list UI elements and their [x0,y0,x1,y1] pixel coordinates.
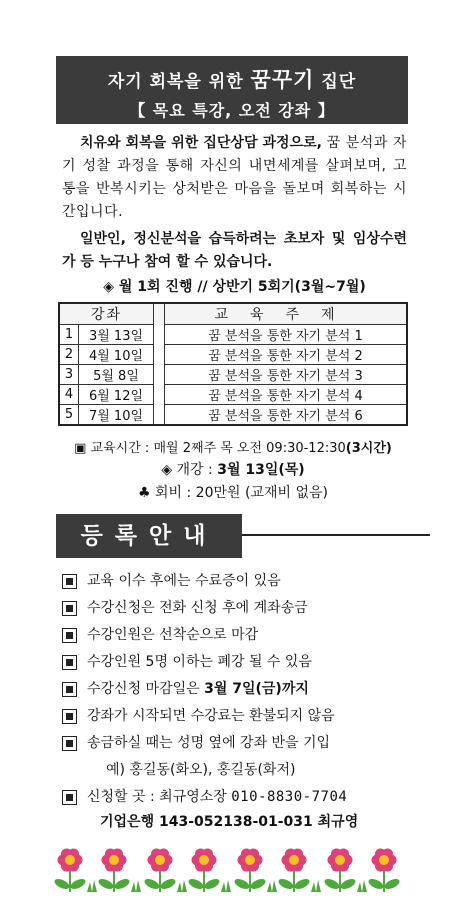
checkbox-square-icon [62,655,77,670]
open-date-value: 3월 13일(목) [217,462,305,478]
item-text: 수강인원 5명 이하는 폐강 될 수 있음 [87,654,312,670]
grass-icon [267,880,277,892]
list-item [62,732,412,759]
registration-heading: 등록안내 [56,514,242,558]
education-time-duration: (3시간) [345,441,392,456]
grass-icon [177,880,187,892]
education-time [58,437,408,456]
table-row [59,325,407,345]
grass-icon [311,880,321,892]
schedule-summary: ◈ 월 1회 진행 // 상반기 5회기(3월~7월) [103,279,366,295]
checkbox-square-icon [62,709,77,724]
title-main [56,64,408,94]
flower-icon [323,848,357,892]
apply-label: 신청할 곳 : 최규영소장 [87,789,232,805]
deadline-date: 3월 7일(금)까지 [204,681,309,697]
list-item [62,705,412,732]
list-item [62,786,412,813]
row-date: 3월 13일 [79,325,154,345]
intro-body: 꿈 분석과 자기 성찰 과정을 통해 자신의 내면세계를 살펴보며, 고통을 반복시키는 상처받은 마음을 돌보며 회복하는 시간입니다. [62,135,407,220]
row-number: 2 [59,345,79,365]
heading-divider [242,534,430,536]
title-part-2: 집단 [314,72,357,92]
fee-info: ♣ 회비 : 20만원 (교재비 없음) [138,485,328,501]
row-subject: 꿈 분석을 통한 자기 분석 3 [165,365,408,385]
flower-icon [187,848,221,892]
intro-audience: 일반인, 정신분석을 습득하려는 초보자 및 임상수련가 등 누구나 참여 할 수 있습니다. [62,231,407,270]
title-highlight: 꿈꾸기 [250,68,315,92]
list-item [62,678,412,705]
checkbox-square-icon [62,628,77,643]
row-gap [154,405,165,426]
row-number: 3 [59,365,79,385]
checkbox-square-icon [62,574,77,589]
row-number: 4 [59,385,79,405]
title-part-1: 자기 회복을 위한 [107,72,251,92]
registration-list [62,570,412,813]
grass-icon [131,880,141,892]
item-text: 송금하실 때는 성명 옆에 강좌 반을 기입 [87,735,331,751]
checkbox-square-icon [62,736,77,751]
checkbox-square-icon [62,601,77,616]
open-date-label: ◈ 개강 : [161,462,218,478]
deadline-label: 수강신청 마감일은 [87,681,205,697]
flower-icon [53,848,87,892]
row-gap [154,385,165,405]
header-gap [154,303,165,325]
flower-icon [97,848,131,892]
table-row [59,405,407,426]
row-gap [154,325,165,345]
flower-icon [277,848,311,892]
table-header-row [59,303,407,325]
list-item [62,651,412,678]
row-subject: 꿈 분석을 통한 자기 분석 1 [165,325,408,345]
header-subject: 교육주제 [165,303,408,325]
table-row [59,365,407,385]
lecture-table [58,302,408,426]
open-date [58,459,408,479]
grass-icon [221,880,231,892]
grass-icon [87,880,97,892]
row-subject: 꿈 분석을 통한 자기 분석 4 [165,385,408,405]
header-lecture: 강좌 [59,303,154,325]
checkbox-square-icon [62,790,77,805]
title-subtitle: 【 목요 특강, 오전 강좌 】 [129,101,335,120]
list-item [62,570,412,597]
row-subject: 꿈 분석을 통한 자기 분석 2 [165,345,408,365]
bank-account: 기업은행 143-052138-01-031 최규영 [100,814,359,830]
row-number: 5 [59,405,79,426]
row-number: 1 [59,325,79,345]
intro-lead: 치유와 회복을 위한 집단상담 과정으로, [80,135,322,151]
table-row [59,385,407,405]
flower-icon [367,848,401,892]
item-text: 교육 이수 후에는 수료증이 있음 [87,573,281,589]
list-item [62,624,412,651]
row-subject: 꿈 분석을 통한 자기 분석 6 [165,405,408,426]
row-date: 6월 12일 [79,385,154,405]
intro-paragraph [62,132,407,224]
flower-icon [233,848,267,892]
row-date: 4월 10일 [79,345,154,365]
item-text: 강좌가 시작되면 수강료는 환불되지 않음 [87,708,335,724]
table-row [59,345,407,365]
row-gap [154,345,165,365]
grass-icon [357,880,367,892]
title-banner [56,56,408,124]
checkbox-square-icon [62,682,77,697]
row-gap [154,365,165,385]
intro-section [62,132,407,274]
flower-icon [143,848,177,892]
list-item [62,597,412,624]
transfer-example: 예) 홍길동(화오), 홍길동(화저) [106,762,296,778]
item-text: 수강신청은 전화 신청 후에 계좌송금 [87,600,308,616]
row-date: 7월 10일 [79,405,154,426]
apply-phone: 010-8830-7704 [231,789,348,805]
item-text: 수강인원은 선착순으로 마감 [87,627,259,643]
row-date: 5월 8일 [79,365,154,385]
education-time-text: ▣ 교육시간 : 매월 2째주 목 오전 09:30-12:30 [74,441,346,456]
flower-border-decoration [52,846,422,894]
